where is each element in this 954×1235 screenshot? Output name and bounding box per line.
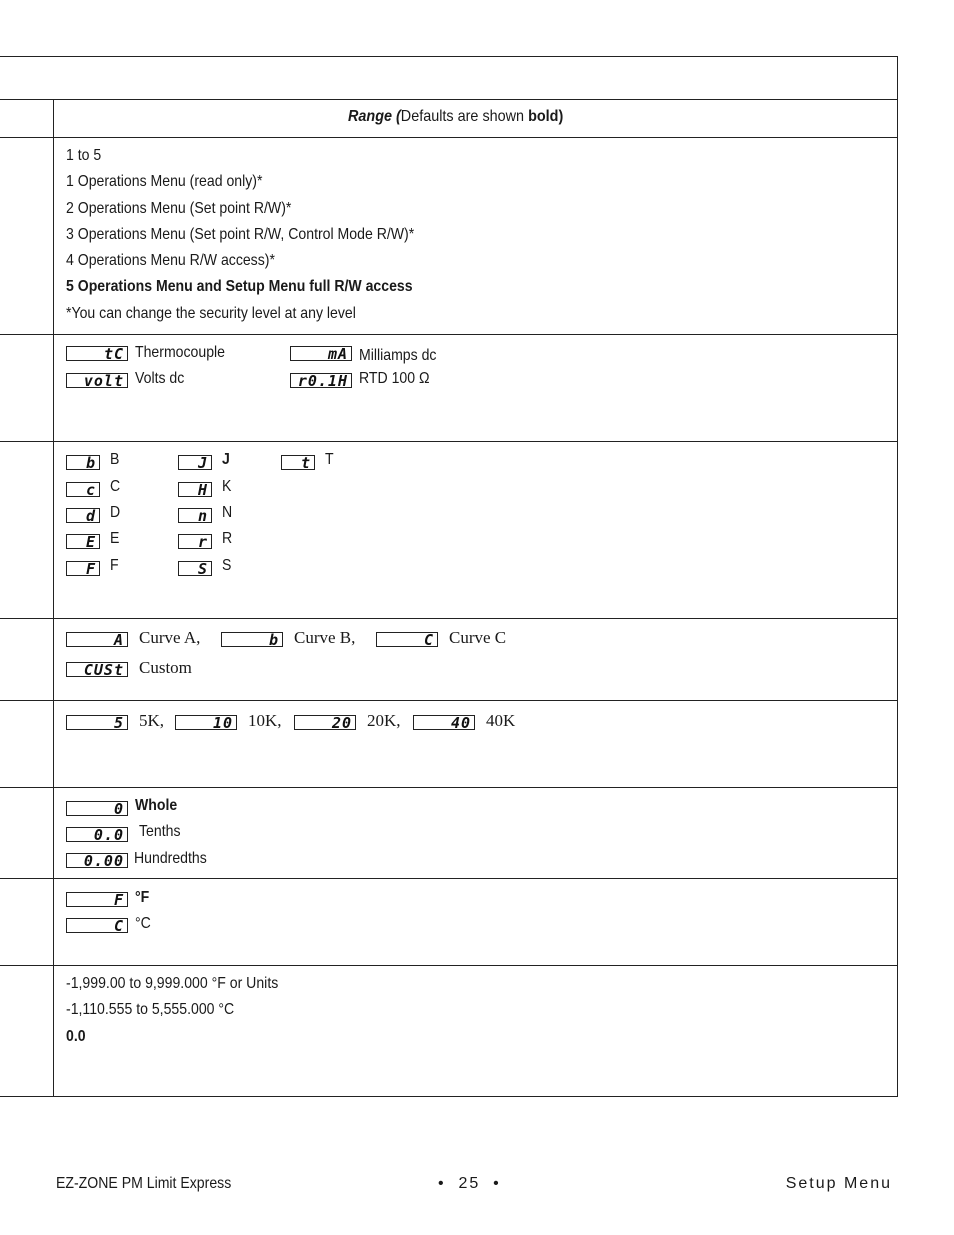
tc-type-label: F [110,557,119,574]
table-border [0,441,897,442]
footer-page-number: • 25 • [438,1175,501,1192]
sensor-thermocouple-label: Thermocouple [135,344,226,361]
tc-type-label: K [222,478,232,495]
lcd-code-tenths: 0.0 [66,827,128,842]
security-line: 2 Operations Menu (Set point R/W)* [66,199,292,217]
table-border [0,334,897,335]
curve-label: Curve C [449,628,507,647]
lcd-code-40k: 40 [413,715,475,730]
decimal-label: Tenths [139,823,181,840]
offset-range-cell [66,971,278,1050]
table-top-border [0,56,897,57]
curve-label: Curve A, [139,628,201,647]
resistance-label: 20K, [367,711,401,730]
lcd-code-curve-a: A [66,632,128,647]
tc-type-label: E [110,530,120,547]
offset-line: -1,999.00 to 9,999.000 °F or Units [66,975,279,992]
lcd-code-10k: 10 [175,715,237,730]
lcd-code-hundredths: 0.00 [66,853,128,868]
security-note: *You can change the security level at any level [66,304,356,322]
table-border [0,965,897,966]
units-default-label: °F [135,889,150,906]
lcd-code-d: d [66,508,100,523]
lcd-code-r: r [178,534,212,549]
tc-type-label: C [110,478,121,495]
security-line: 4 Operations Menu R/W access)* [66,252,275,270]
table-bottom-border [0,1096,897,1097]
curve-custom-label: Custom [139,658,192,677]
lcd-code-custom: CUSt [66,662,128,677]
lcd-code-j: J [178,455,212,470]
tc-type-label: D [110,504,121,521]
offset-default: 0.0 [66,1027,86,1045]
lcd-code-volt: volt [66,373,128,388]
lcd-code-curve-c: C [376,632,438,647]
security-range-cell [66,143,414,327]
table-border [0,99,897,100]
lcd-code-b: b [66,455,100,470]
decimal-label: Hundredths [134,850,207,867]
lcd-code-ma: mA [290,346,352,361]
tc-type-default-label: J [222,451,230,468]
lcd-code-5k: 5 [66,715,128,730]
lcd-code-k: H [178,482,212,497]
sensor-rtd-label: RTD 100 Ω [359,370,430,387]
units-label: °C [135,915,151,932]
tc-type-label: B [110,451,120,468]
table-border [0,787,897,788]
lcd-code-tc: tC [66,346,128,361]
table-right-border [897,56,898,1097]
lcd-code-fahrenheit: F [66,892,128,907]
tc-type-label: T [325,451,334,468]
resistance-label: 5K, [139,711,165,730]
tc-type-label: R [222,530,233,547]
lcd-code-c: c [66,482,100,497]
lcd-code-celsius: C [66,918,128,933]
lcd-code-t: t [281,455,315,470]
lcd-code-f: F [66,561,100,576]
sensor-volts-label: Volts dc [135,370,185,387]
resistance-label: 10K, [248,711,282,730]
footer-product-name: EZ-ZONE PM Limit Express [56,1175,232,1192]
lcd-code-n: n [178,508,212,523]
footer-section-name: Setup Menu [785,1175,892,1192]
table-border [0,700,897,701]
lcd-code-e: E [66,534,100,549]
range-label: Range ( [348,108,401,125]
table-border [0,878,897,879]
curve-label: Curve B, [294,628,356,647]
table-border [0,137,897,138]
lcd-code-s: S [178,561,212,576]
lcd-code-curve-b: b [221,632,283,647]
security-line: 3 Operations Menu (Set point R/W, Control Mode R/W)* [66,225,415,243]
offset-line: -1,110.555 to 5,555.000 °C [66,1001,235,1019]
defaults-text: Defaults are shown [400,108,529,125]
table-border [0,618,897,619]
security-default-line: 5 Operations Menu and Setup Menu full R/W access [66,278,413,296]
sensor-milliamps-label: Milliamps dc [359,347,437,364]
tc-type-label: N [222,504,233,521]
security-line: 1 to 5 [66,147,102,164]
column-divider [53,99,54,1097]
bold-text: bold) [528,108,564,125]
security-line: 1 Operations Menu (read only)* [66,173,263,191]
range-column-header [348,108,563,126]
tc-type-label: S [222,557,232,574]
resistance-label: 40K [486,711,516,730]
lcd-code-rtd: r0.1H [290,373,352,388]
lcd-code-20k: 20 [294,715,356,730]
decimal-default-label: Whole [135,797,178,814]
lcd-code-whole: 0 [66,801,128,816]
